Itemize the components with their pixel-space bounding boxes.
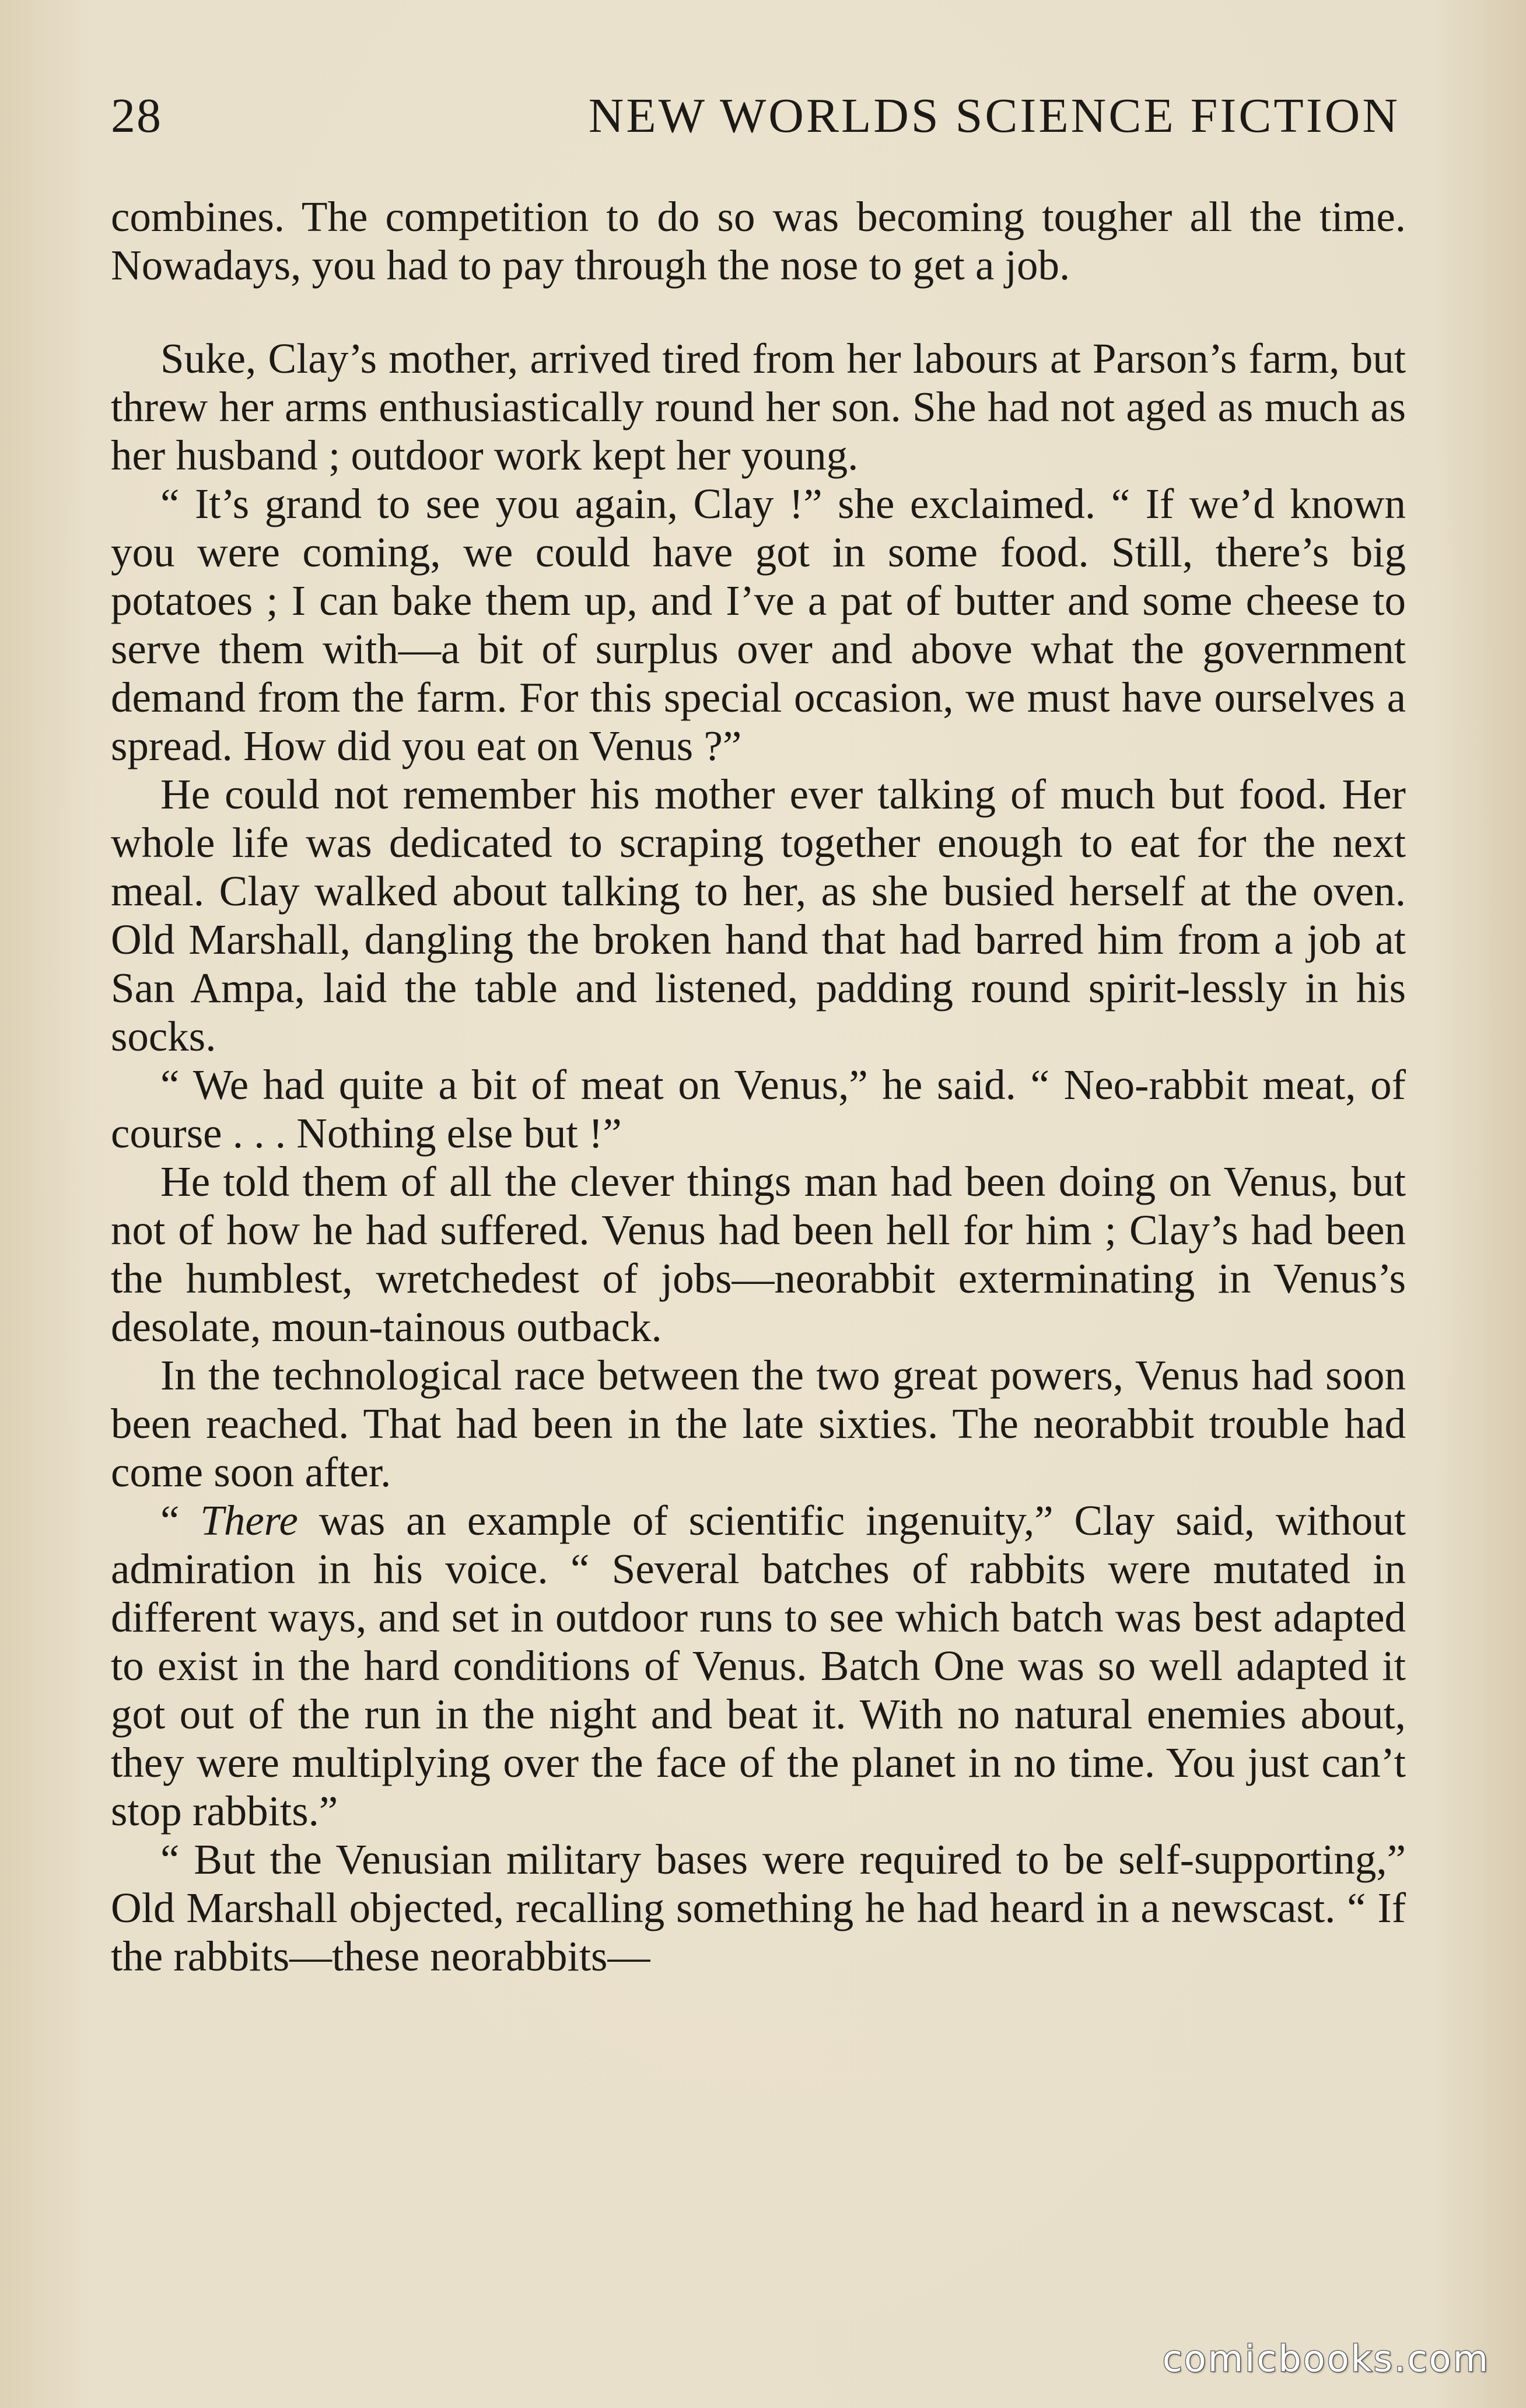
paragraph xyxy=(111,1060,1406,1157)
paragraph xyxy=(111,480,1406,770)
running-head: NEW WORLDS SCIENCE FICTION xyxy=(588,89,1400,143)
text-run: “ But the Venusian military bases were required to be self-supporting,” Old Marshall objected, recalling something he had heard in a newscast. “ If the rabbits—these neorabbits— xyxy=(111,1836,1406,1980)
text-run: combines. The competition to do so was becoming tougher all the time. Nowadays, you had to pay through the nose to get a job. xyxy=(111,193,1406,289)
italic-text: There xyxy=(200,1497,298,1544)
watermark: comicbooks.com xyxy=(1162,2337,1490,2380)
text-run: “ xyxy=(160,1497,201,1544)
text-run: “ We had quite a bit of meat on Venus,” he said. “ Neo-rabbit meat, of course . . . Nothing else but !” xyxy=(111,1061,1406,1157)
text-run: Suke, Clay’s mother, arrived tired from her labours at Parson’s farm, but threw her arms enthusiastically round her son. She had not aged as much as her husband ; outdoor work kept her young. xyxy=(111,335,1406,479)
body-text xyxy=(111,192,1406,1980)
paragraph xyxy=(111,770,1406,1060)
text-run: He told them of all the clever things man had been doing on Venus, but not of how he had suffered. Venus had been hell for him ; Clay’s had been the humblest, wretchedest of jobs—neorabbit exterminating in Venus’s desolate, moun-tainous outback. xyxy=(111,1158,1406,1350)
text-run: “ It’s grand to see you again, Clay !” she exclaimed. “ If we’d known you were coming, we could have got in some food. Still, there’s big potatoes ; I can bake them up, and I’ve a pat of butter and some cheese to serve them with—a bit of surplus over and above what the government demand from the farm. For this special occasion, we must have ourselves a spread. How did you eat on Venus ?” xyxy=(111,480,1406,769)
text-run: In the technological race between the two great powers, Venus had soon been reached. That had been in the late sixties. The neorabbit trouble had come soon after. xyxy=(111,1352,1406,1496)
page-header xyxy=(111,88,1400,158)
page-number: 28 xyxy=(111,89,162,143)
text-run: He could not remember his mother ever talking of much but food. Her whole life was dedicated to scraping together enough to eat for the next meal. Clay walked about talking to her, as she busied herself at the oven. Old Marshall, dangling the broken hand that had barred him from a job at San Ampa, laid the table and listened, padding round spirit-lessly in his socks. xyxy=(111,771,1406,1060)
paragraph xyxy=(111,334,1406,480)
paragraph xyxy=(111,1496,1406,1835)
paragraph xyxy=(111,1835,1406,1980)
paragraph xyxy=(111,1157,1406,1351)
paragraph xyxy=(111,1351,1406,1496)
paragraph xyxy=(111,192,1406,289)
text-run: was an example of scientific ingenuity,” Clay said, without admiration in his voice. “ Several batches of rabbits were mutated in different ways, and set in outdoor runs to see which batch was best adapted to exist in the hard conditions of Venus. Batch One was so well adapted it got out of the run in the night and beat it. With no natural enemies about, they were multiplying over the face of the planet in no time. You just can’t stop rabbits.” xyxy=(111,1497,1406,1835)
